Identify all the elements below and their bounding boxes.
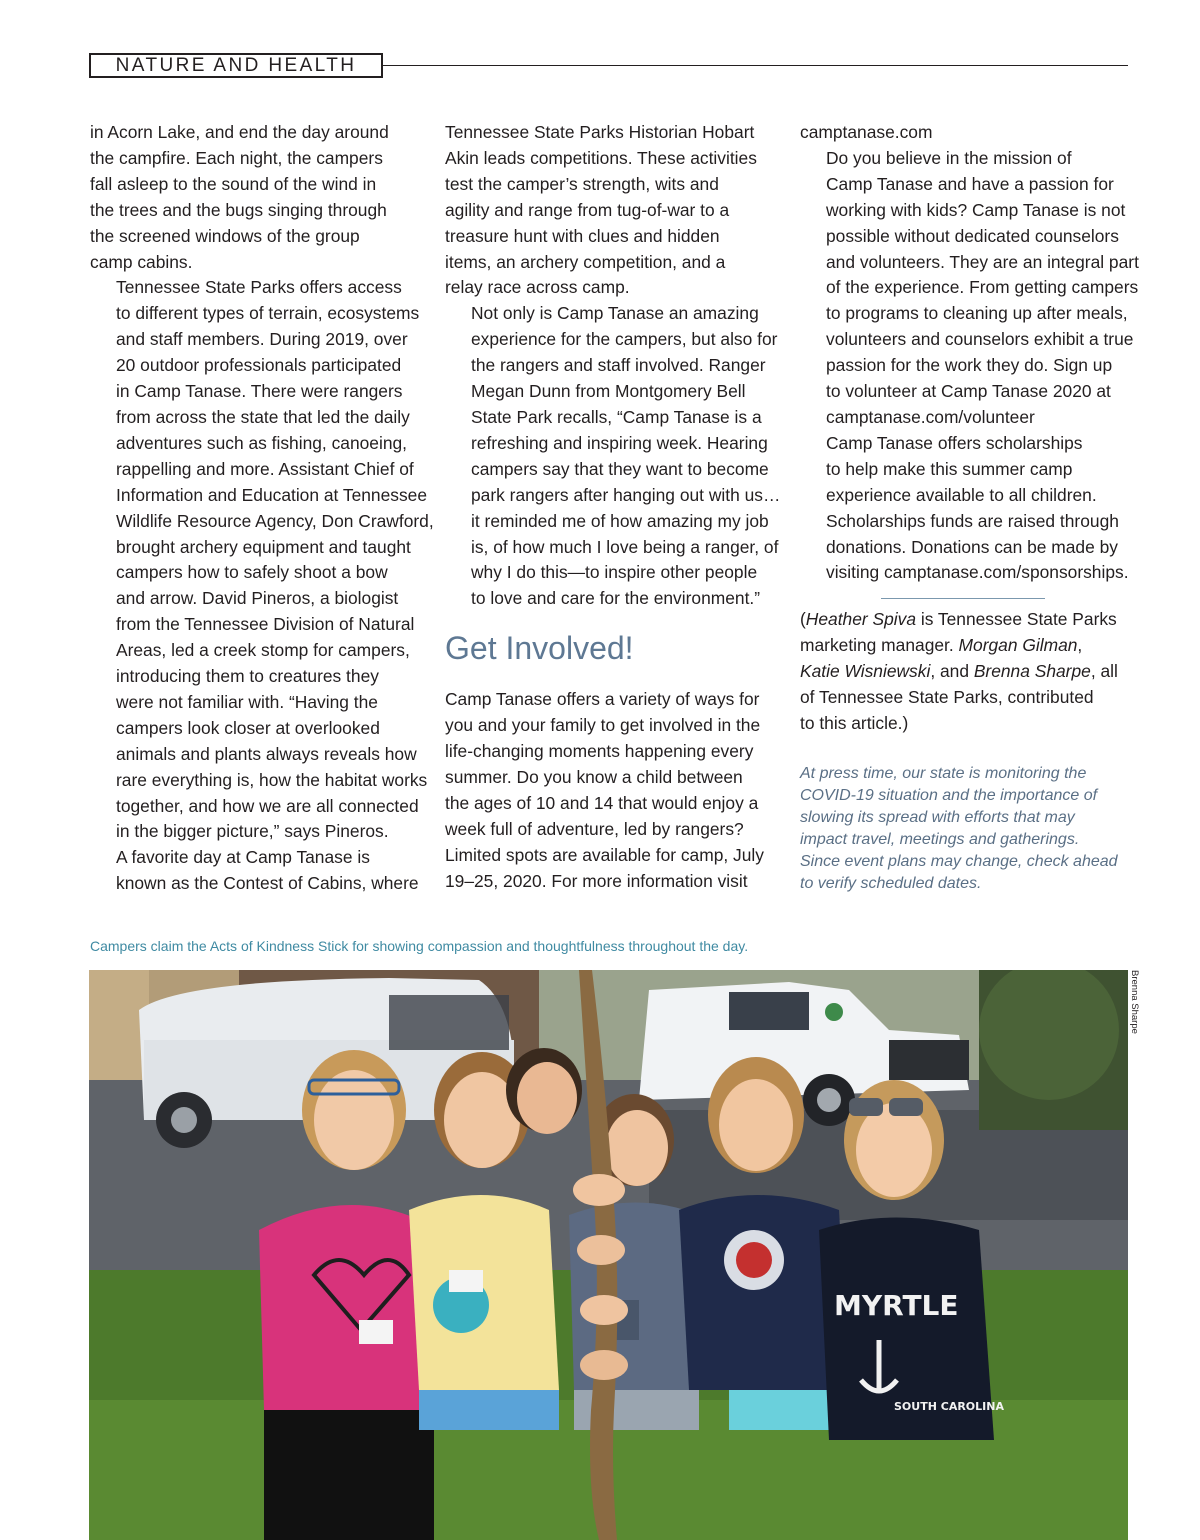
text-line: camptanase.com/volunteer xyxy=(826,406,1035,427)
section-subheading: Get Involved! xyxy=(445,630,634,667)
section-title: NATURE AND HEALTH xyxy=(115,54,357,76)
text-line: summer. Do you know a child between xyxy=(445,766,743,787)
text-line: donations. Donations can be made by xyxy=(826,536,1118,557)
text-line: Since event plans may change, check ahead xyxy=(800,852,1118,870)
text-line: in Acorn Lake, and end the day around xyxy=(90,122,389,142)
text-line: 19–25, 2020. For more information visit xyxy=(445,870,748,891)
text-line: Limited spots are available for camp, July xyxy=(445,844,764,865)
paragraph xyxy=(90,275,434,845)
paragraph xyxy=(90,845,430,897)
text-line: Tennessee State Parks offers access xyxy=(116,277,402,298)
text-line: why I do this—to inspire other people xyxy=(471,562,758,583)
text-line: to help make this summer camp xyxy=(826,458,1073,479)
text-line: from the Tennessee Division of Natural xyxy=(116,614,415,635)
text-line: were not familiar with. “Having the xyxy=(116,691,378,712)
article-column-3 xyxy=(800,120,1139,895)
separator-line xyxy=(881,598,1045,599)
text-line: campers look closer at overlooked xyxy=(116,717,380,738)
shirt-text-myrtle: MYRTLE xyxy=(834,1289,959,1322)
text-line: agility and range from tug-of-war to a xyxy=(445,199,730,220)
text-line: to different types of terrain, ecosystems xyxy=(116,303,420,324)
text-line: A favorite day at Camp Tanase is xyxy=(116,847,370,868)
text-line: items, an archery competition, and a xyxy=(445,251,726,272)
text-line: COVID-19 situation and the importance of xyxy=(800,786,1098,804)
text-line: in the bigger picture,” says Pineros. xyxy=(116,821,389,842)
photo-caption: Campers claim the Acts of Kindness Stick for showing compassion and thoughtfulness throughout the day. xyxy=(90,938,749,954)
paragraph xyxy=(90,120,430,275)
text-line: impact travel, meetings and gatherings. xyxy=(800,830,1080,848)
text-line: you and your family to get involved in the xyxy=(445,715,761,736)
text-line: and volunteers. They are an integral part xyxy=(826,251,1139,272)
text-line: Areas, led a creek stomp for campers, xyxy=(116,640,410,661)
text-line: 20 outdoor professionals participated xyxy=(116,355,402,376)
text-line: possible without dedicated counselors xyxy=(826,225,1119,246)
text-line: passion for the work they do. Sign up xyxy=(826,355,1113,376)
text-line: visiting camptanase.com/sponsorships. xyxy=(826,562,1129,583)
text-line: Information and Education at Tennessee xyxy=(116,484,427,505)
text-line: to love and care for the environment.” xyxy=(471,588,761,609)
text-line: slowing its spread with efforts that may xyxy=(800,808,1075,826)
paragraph xyxy=(445,120,785,301)
text-line: campers say that they want to become xyxy=(471,458,769,479)
text-line: life-changing moments happening every xyxy=(445,741,754,762)
text-line: to verify scheduled dates. xyxy=(800,874,982,892)
text-line: Not only is Camp Tanase an amazing xyxy=(471,303,759,324)
text-line: is, of how much I love being a ranger, of xyxy=(471,536,779,557)
text-line: camptanase.com xyxy=(800,122,933,142)
text-line: in Camp Tanase. There were rangers xyxy=(116,381,403,402)
text-line: the trees and the bugs singing through xyxy=(90,199,387,220)
text-line: Wildlife Resource Agency, Don Crawford, xyxy=(116,510,434,531)
header-rule xyxy=(383,65,1128,66)
text-line: from across the state that led the daily xyxy=(116,406,410,427)
text-line: Camp Tanase offers scholarships xyxy=(826,432,1083,453)
text-line: Scholarships funds are raised through xyxy=(826,510,1119,531)
text-line: adventures such as fishing, canoeing, xyxy=(116,432,407,453)
text-line: camp cabins. xyxy=(90,251,193,272)
shirt-text-south-carolina: SOUTH CAROLINA xyxy=(894,1400,1004,1413)
text-line: brought archery equipment and taught xyxy=(116,536,411,557)
text-line: the screened windows of the group xyxy=(90,225,360,246)
text-line: animals and plants always reveals how xyxy=(116,743,417,764)
text-line: campers how to safely shoot a bow xyxy=(116,562,388,583)
text-line: it reminded me of how amazing my job xyxy=(471,510,769,531)
text-line: the ages of 10 and 14 that would enjoy a xyxy=(445,792,759,813)
text-line: test the camper’s strength, wits and xyxy=(445,173,719,194)
text-line: week full of adventure, led by rangers? xyxy=(445,818,744,839)
text-line: Camp Tanase offers a variety of ways for xyxy=(445,689,760,710)
text-line: to programs to cleaning up after meals, xyxy=(826,303,1128,324)
text-line: the rangers and staff involved. Ranger xyxy=(471,355,766,376)
text-line: and staff members. During 2019, over xyxy=(116,329,408,350)
text-line: Megan Dunn from Montgomery Bell xyxy=(471,381,746,402)
photo-credit: Brenna Sharpe xyxy=(1129,970,1140,1034)
text-line: working with kids? Camp Tanase is not xyxy=(826,199,1126,220)
text-line: Do you believe in the mission of xyxy=(826,147,1072,168)
covid-notice xyxy=(800,763,1130,895)
article-column-1 xyxy=(90,120,434,897)
paragraph xyxy=(800,146,1139,431)
text-line: At press time, our state is monitoring the xyxy=(800,764,1087,782)
text-line: relay race across camp. xyxy=(445,277,630,298)
paragraph xyxy=(800,120,1130,146)
section-header xyxy=(89,53,383,78)
text-line: Tennessee State Parks Historian Hobart xyxy=(445,122,755,142)
text-line: rare everything is, how the habitat works xyxy=(116,769,428,790)
text-line: known as the Contest of Cabins, where xyxy=(116,873,419,894)
text-line: together, and how we are all connected xyxy=(116,795,419,816)
article-column-2 xyxy=(445,120,785,894)
author-bio: (Heather Spiva is Tennessee State Parks marketing manager. Morgan Gilman, Katie Wisniewski, and Brenna Sharpe, all of Tennessee State Parks, contributed to this article.) xyxy=(800,609,1118,733)
text-line: the campfire. Each night, the campers xyxy=(90,147,383,168)
text-line: of the experience. From getting campers xyxy=(826,277,1139,298)
text-line: introducing them to creatures they xyxy=(116,666,379,687)
campers-photo xyxy=(89,970,1128,1540)
text-line: treasure hunt with clues and hidden xyxy=(445,225,720,246)
text-line: Camp Tanase and have a passion for xyxy=(826,173,1114,194)
paragraph xyxy=(800,431,1130,586)
text-line: experience available to all children. xyxy=(826,484,1097,505)
paragraph xyxy=(445,301,785,612)
text-line: volunteers and counselors exhibit a true xyxy=(826,329,1134,350)
text-line: park rangers after hanging out with us… xyxy=(471,484,781,505)
text-line: refreshing and inspiring week. Hearing xyxy=(471,432,768,453)
text-line: fall asleep to the sound of the wind in xyxy=(90,173,377,194)
text-line: State Park recalls, “Camp Tanase is a xyxy=(471,406,762,427)
text-line: to volunteer at Camp Tanase 2020 at xyxy=(826,381,1111,402)
text-line: Akin leads competitions. These activities xyxy=(445,147,757,168)
text-line: experience for the campers, but also for xyxy=(471,329,778,350)
text-line: and arrow. David Pineros, a biologist xyxy=(116,588,399,609)
paragraph xyxy=(445,687,785,894)
text-line: rappelling and more. Assistant Chief of xyxy=(116,458,414,479)
